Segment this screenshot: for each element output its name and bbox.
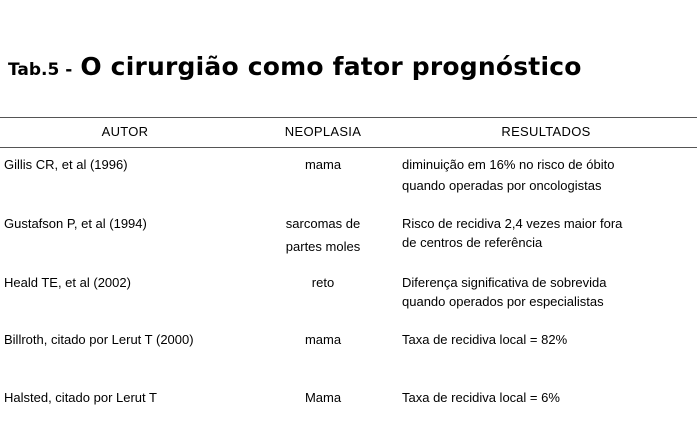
cell-resultados-line-1: Risco de recidiva 2,4 vezes maior fora — [402, 216, 623, 231]
cell-resultados-line-2: quando operadas por oncologistas — [402, 178, 602, 193]
cell-neoplasia-line-2: partes moles — [285, 239, 361, 254]
cell-resultados-line-2: quando operados por especialistas — [402, 294, 604, 309]
cell-resultados-line-2: de centros de referência — [402, 235, 543, 250]
page-title: O cirurgião como fator prognóstico — [80, 52, 582, 81]
header-divider — [0, 147, 697, 148]
cell-neoplasia: reto — [311, 275, 335, 290]
cell-autor: Gustafson P, et al (1994) — [4, 216, 147, 231]
cell-resultados-line-1: diminuição em 16% no risco de óbito — [402, 157, 615, 172]
cell-neoplasia-line-1: sarcomas de — [285, 216, 361, 231]
cell-autor: Billroth, citado por Lerut T (2000) — [4, 332, 194, 347]
cell-resultados-line-1: Taxa de recidiva local = 82% — [402, 332, 568, 347]
column-header-resultados: RESULTADOS — [501, 124, 591, 139]
slide-title — [8, 52, 582, 81]
table-number: Tab.5 - — [8, 60, 73, 80]
cell-neoplasia: mama — [304, 332, 342, 347]
cell-autor: Gillis CR, et al (1996) — [4, 157, 128, 172]
cell-autor: Halsted, citado por Lerut T — [4, 390, 157, 405]
cell-neoplasia: mama — [304, 157, 342, 172]
column-header-neoplasia: NEOPLASIA — [284, 124, 362, 139]
table-top-divider — [0, 117, 697, 118]
cell-neoplasia: Mama — [304, 390, 342, 405]
column-header-autor: AUTOR — [101, 124, 149, 139]
cell-resultados-line-1: Taxa de recidiva local = 6% — [402, 390, 560, 405]
cell-autor: Heald TE, et al (2002) — [4, 275, 131, 290]
cell-resultados-line-1: Diferença significativa de sobrevida — [402, 275, 607, 290]
